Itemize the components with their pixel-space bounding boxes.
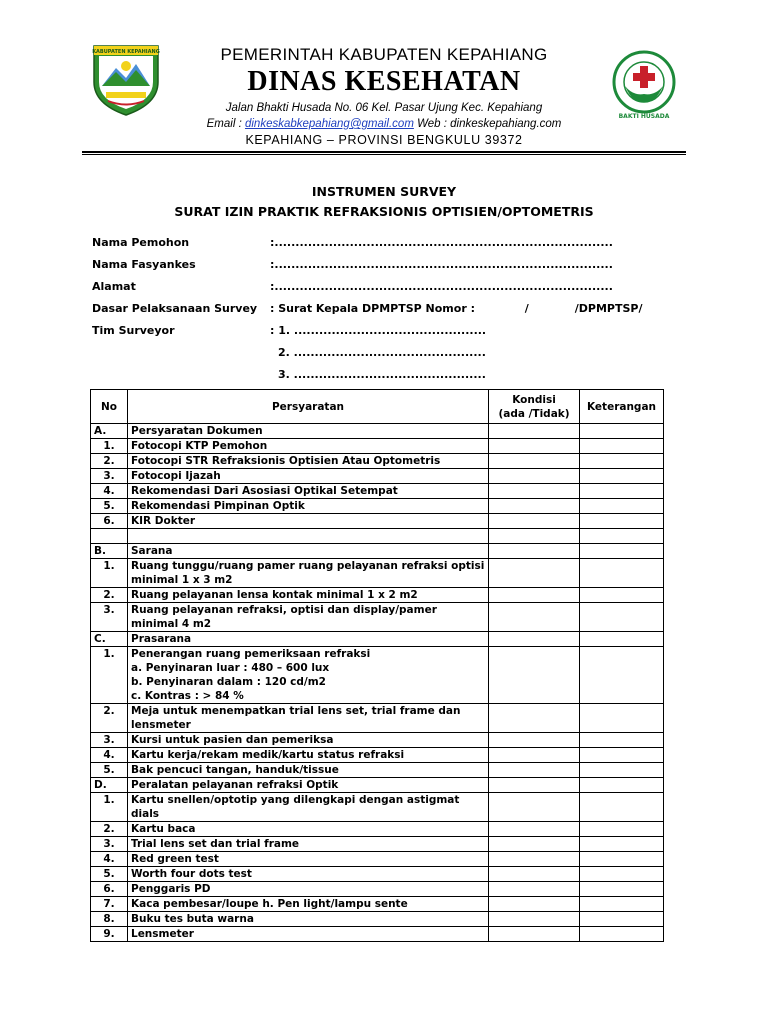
requirement-text: Rekomendasi Dari Asosiasi Optikal Setempat	[128, 484, 489, 499]
requirement-text: Fotocopi STR Refraksionis Optisien Atau Optometris	[128, 454, 489, 469]
header-rule-thin	[82, 154, 686, 155]
table-row	[91, 927, 664, 942]
row-number: 9.	[91, 927, 128, 942]
keterangan-cell[interactable]	[580, 588, 664, 603]
tim-surveyor-label: Tim Surveyor	[92, 324, 175, 337]
section-heading: Persyaratan Dokumen	[128, 424, 489, 439]
table-row	[91, 454, 664, 469]
table-row	[91, 912, 664, 927]
row-number: 8.	[91, 912, 128, 927]
kondisi-cell[interactable]	[489, 778, 580, 793]
requirement-text: Rekomendasi Pimpinan Optik	[128, 499, 489, 514]
header-persyaratan: Persyaratan	[128, 390, 489, 424]
surveyor-2-field[interactable]: 2. ..............................................	[278, 346, 486, 359]
row-number: 1.	[91, 647, 128, 704]
kondisi-cell[interactable]	[489, 822, 580, 837]
web-text: Web : dinkeskepahiang.com	[413, 118, 562, 130]
keterangan-cell[interactable]	[580, 514, 664, 529]
table-row	[91, 647, 664, 704]
table-row	[91, 867, 664, 882]
row-number: 1.	[91, 559, 128, 588]
keterangan-cell[interactable]	[580, 778, 664, 793]
row-number: D.	[91, 778, 128, 793]
row-number: 2.	[91, 822, 128, 837]
section-heading: Prasarana	[128, 632, 489, 647]
table-row	[91, 424, 664, 439]
requirement-text: Trial lens set dan trial frame	[128, 837, 489, 852]
kondisi-cell[interactable]	[489, 852, 580, 867]
keterangan-cell[interactable]	[580, 882, 664, 897]
kondisi-cell[interactable]	[489, 704, 580, 733]
row-number: 2.	[91, 588, 128, 603]
kondisi-cell[interactable]	[489, 484, 580, 499]
kondisi-cell[interactable]	[489, 763, 580, 778]
requirement-text: Penerangan ruang pemeriksaan refraksi a. Penyinaran luar : 480 – 600 lux b. Penyinaran dalam : 120 cd/m2 c. Kontras : > 84 %	[128, 647, 489, 704]
keterangan-cell[interactable]	[580, 748, 664, 763]
keterangan-cell[interactable]	[580, 469, 664, 484]
requirement-text: Ruang pelayanan lensa kontak minimal 1 x 2 m2	[128, 588, 489, 603]
nama-pemohon-label: Nama Pemohon	[92, 236, 190, 249]
header-kondisi-line2: (ada /Tidak)	[498, 407, 570, 420]
header-kondisi	[489, 390, 580, 424]
kondisi-cell[interactable]	[489, 454, 580, 469]
requirement-text	[128, 529, 489, 544]
requirement-text: KIR Dokter	[128, 514, 489, 529]
row-number: 4.	[91, 484, 128, 499]
row-number: 7.	[91, 897, 128, 912]
kondisi-cell[interactable]	[489, 912, 580, 927]
kondisi-cell[interactable]	[489, 882, 580, 897]
row-number: 2.	[91, 454, 128, 469]
keterangan-cell[interactable]	[580, 822, 664, 837]
row-number: 4.	[91, 748, 128, 763]
requirement-text: Kursi untuk pasien dan pemeriksa	[128, 733, 489, 748]
keterangan-cell[interactable]	[580, 852, 664, 867]
header-no: No	[91, 390, 128, 424]
keterangan-cell[interactable]	[580, 439, 664, 454]
surveyor-1-field[interactable]: : 1. ..............................................	[270, 324, 487, 337]
row-number: 5.	[91, 763, 128, 778]
alamat-field[interactable]: :.................................................................................	[270, 280, 613, 293]
kondisi-cell[interactable]	[489, 793, 580, 822]
keterangan-cell[interactable]	[580, 544, 664, 559]
kondisi-cell[interactable]	[489, 588, 580, 603]
table-row	[91, 632, 664, 647]
keterangan-cell[interactable]	[580, 793, 664, 822]
keterangan-cell[interactable]	[580, 529, 664, 544]
requirement-text: Ruang pelayanan refraksi, optisi dan display/pamer minimal 4 m2	[128, 603, 489, 632]
keterangan-cell[interactable]	[580, 912, 664, 927]
row-number: 6.	[91, 882, 128, 897]
row-number: 5.	[91, 499, 128, 514]
row-number: 1.	[91, 793, 128, 822]
row-number: 5.	[91, 867, 128, 882]
table-row	[91, 588, 664, 603]
kondisi-cell[interactable]	[489, 439, 580, 454]
dasar-survey-label: Dasar Pelaksanaan Survey	[92, 302, 258, 315]
kondisi-cell[interactable]	[489, 647, 580, 704]
keterangan-cell[interactable]	[580, 559, 664, 588]
table-header-row	[91, 390, 664, 424]
requirement-text: Meja untuk menempatkan trial lens set, trial frame dan lensmeter	[128, 704, 489, 733]
keterangan-cell[interactable]	[580, 704, 664, 733]
table-row	[91, 882, 664, 897]
requirement-text: Ruang tunggu/ruang pamer ruang pelayanan refraksi optisi minimal 1 x 3 m2	[128, 559, 489, 588]
table-row	[91, 852, 664, 867]
keterangan-cell[interactable]	[580, 647, 664, 704]
row-number	[91, 529, 128, 544]
requirement-text: Fotocopi Ijazah	[128, 469, 489, 484]
requirement-text: Fotocopi KTP Pemohon	[128, 439, 489, 454]
table-row	[91, 559, 664, 588]
keterangan-cell[interactable]	[580, 632, 664, 647]
table-row	[91, 793, 664, 822]
header-kondisi-line1: Kondisi	[512, 393, 556, 406]
row-number: 3.	[91, 469, 128, 484]
keterangan-cell[interactable]	[580, 763, 664, 778]
table-row	[91, 514, 664, 529]
agency-region: KEPAHIANG – PROVINSI BENGKULU 39372	[245, 133, 523, 147]
government-name: PEMERINTAH KABUPATEN KEPAHIANG	[220, 45, 548, 64]
header-keterangan: Keterangan	[580, 390, 664, 424]
email-label: Email :	[206, 118, 245, 130]
table-row	[91, 778, 664, 793]
kondisi-cell[interactable]	[489, 499, 580, 514]
table-row	[91, 544, 664, 559]
kondisi-cell[interactable]	[489, 514, 580, 529]
alamat-label: Alamat	[92, 280, 136, 293]
requirement-text: Kartu snellen/optotip yang dilengkapi dengan astigmat dials	[128, 793, 489, 822]
kondisi-cell[interactable]	[489, 529, 580, 544]
keterangan-cell[interactable]	[580, 837, 664, 852]
table-row	[91, 897, 664, 912]
row-number: 2.	[91, 704, 128, 733]
header-rule-thick	[82, 151, 686, 153]
requirement-text: Worth four dots test	[128, 867, 489, 882]
kondisi-cell[interactable]	[489, 748, 580, 763]
row-number: A.	[91, 424, 128, 439]
table-row	[91, 733, 664, 748]
row-number: 3.	[91, 603, 128, 632]
requirement-text: Penggaris PD	[128, 882, 489, 897]
kondisi-cell[interactable]	[489, 837, 580, 852]
requirement-text: Kartu baca	[128, 822, 489, 837]
keterangan-cell[interactable]	[580, 927, 664, 942]
document-title: INSTRUMEN SURVEY	[311, 184, 457, 199]
agency-contact	[0, 118, 768, 130]
keterangan-cell[interactable]	[580, 499, 664, 514]
kondisi-cell[interactable]	[489, 733, 580, 748]
dasar-survey-field[interactable]: : Surat Kepala DPMPTSP Nomor : / /DPMPTSP/	[270, 302, 643, 315]
requirement-text: Lensmeter	[128, 927, 489, 942]
email-link[interactable]: dinkeskabkepahiang@gmail.com	[244, 118, 414, 130]
requirement-text: Kaca pembesar/loupe h. Pen light/lampu sente	[128, 897, 489, 912]
kondisi-cell[interactable]	[489, 867, 580, 882]
row-number: 3.	[91, 837, 128, 852]
agency-name: DINAS KESEHATAN	[247, 66, 521, 97]
row-number: 4.	[91, 852, 128, 867]
kondisi-cell[interactable]	[489, 559, 580, 588]
kondisi-cell[interactable]	[489, 897, 580, 912]
row-number: B.	[91, 544, 128, 559]
kondisi-cell[interactable]	[489, 603, 580, 632]
table-row	[91, 603, 664, 632]
requirement-text: Buku tes buta warna	[128, 912, 489, 927]
kondisi-cell[interactable]	[489, 469, 580, 484]
row-number: 3.	[91, 733, 128, 748]
svg-text:BAKTI HUSADA: BAKTI HUSADA	[618, 113, 670, 120]
table-row	[91, 748, 664, 763]
keterangan-cell[interactable]	[580, 484, 664, 499]
keterangan-cell[interactable]	[580, 733, 664, 748]
keterangan-cell[interactable]	[580, 424, 664, 439]
requirement-text: Bak pencuci tangan, handuk/tissue	[128, 763, 489, 778]
table-row	[91, 439, 664, 454]
nama-fasyankes-field[interactable]: :.................................................................................	[270, 258, 613, 271]
kondisi-cell[interactable]	[489, 927, 580, 942]
table-row	[91, 822, 664, 837]
keterangan-cell[interactable]	[580, 897, 664, 912]
surveyor-3-field[interactable]: 3. ..............................................	[278, 368, 486, 381]
section-heading: Peralatan pelayanan refraksi Optik	[128, 778, 489, 793]
keterangan-cell[interactable]	[580, 454, 664, 469]
section-heading: Sarana	[128, 544, 489, 559]
table-row	[91, 704, 664, 733]
svg-text:KABUPATEN KEPAHIANG: KABUPATEN KEPAHIANG	[92, 49, 160, 55]
keterangan-cell[interactable]	[580, 867, 664, 882]
requirement-text: Kartu kerja/rekam medik/kartu status refraksi	[128, 748, 489, 763]
nama-pemohon-field[interactable]: :.................................................................................	[270, 236, 613, 249]
kondisi-cell[interactable]	[489, 632, 580, 647]
kondisi-cell[interactable]	[489, 424, 580, 439]
row-number: 1.	[91, 439, 128, 454]
table-row	[91, 499, 664, 514]
survey-checklist-table	[90, 389, 664, 942]
document-subtitle: SURAT IZIN PRAKTIK REFRAKSIONIS OPTISIEN/OPTOMETRIS	[174, 204, 594, 219]
table-row	[91, 484, 664, 499]
table-row	[91, 529, 664, 544]
table-row	[91, 837, 664, 852]
agency-address: Jalan Bhakti Husada No. 06 Kel. Pasar Ujung Kec. Kepahiang	[225, 102, 543, 114]
table-row	[91, 763, 664, 778]
row-number: 6.	[91, 514, 128, 529]
nama-fasyankes-label: Nama Fasyankes	[92, 258, 196, 271]
table-row	[91, 469, 664, 484]
row-number: C.	[91, 632, 128, 647]
kondisi-cell[interactable]	[489, 544, 580, 559]
keterangan-cell[interactable]	[580, 603, 664, 632]
requirement-text: Red green test	[128, 852, 489, 867]
